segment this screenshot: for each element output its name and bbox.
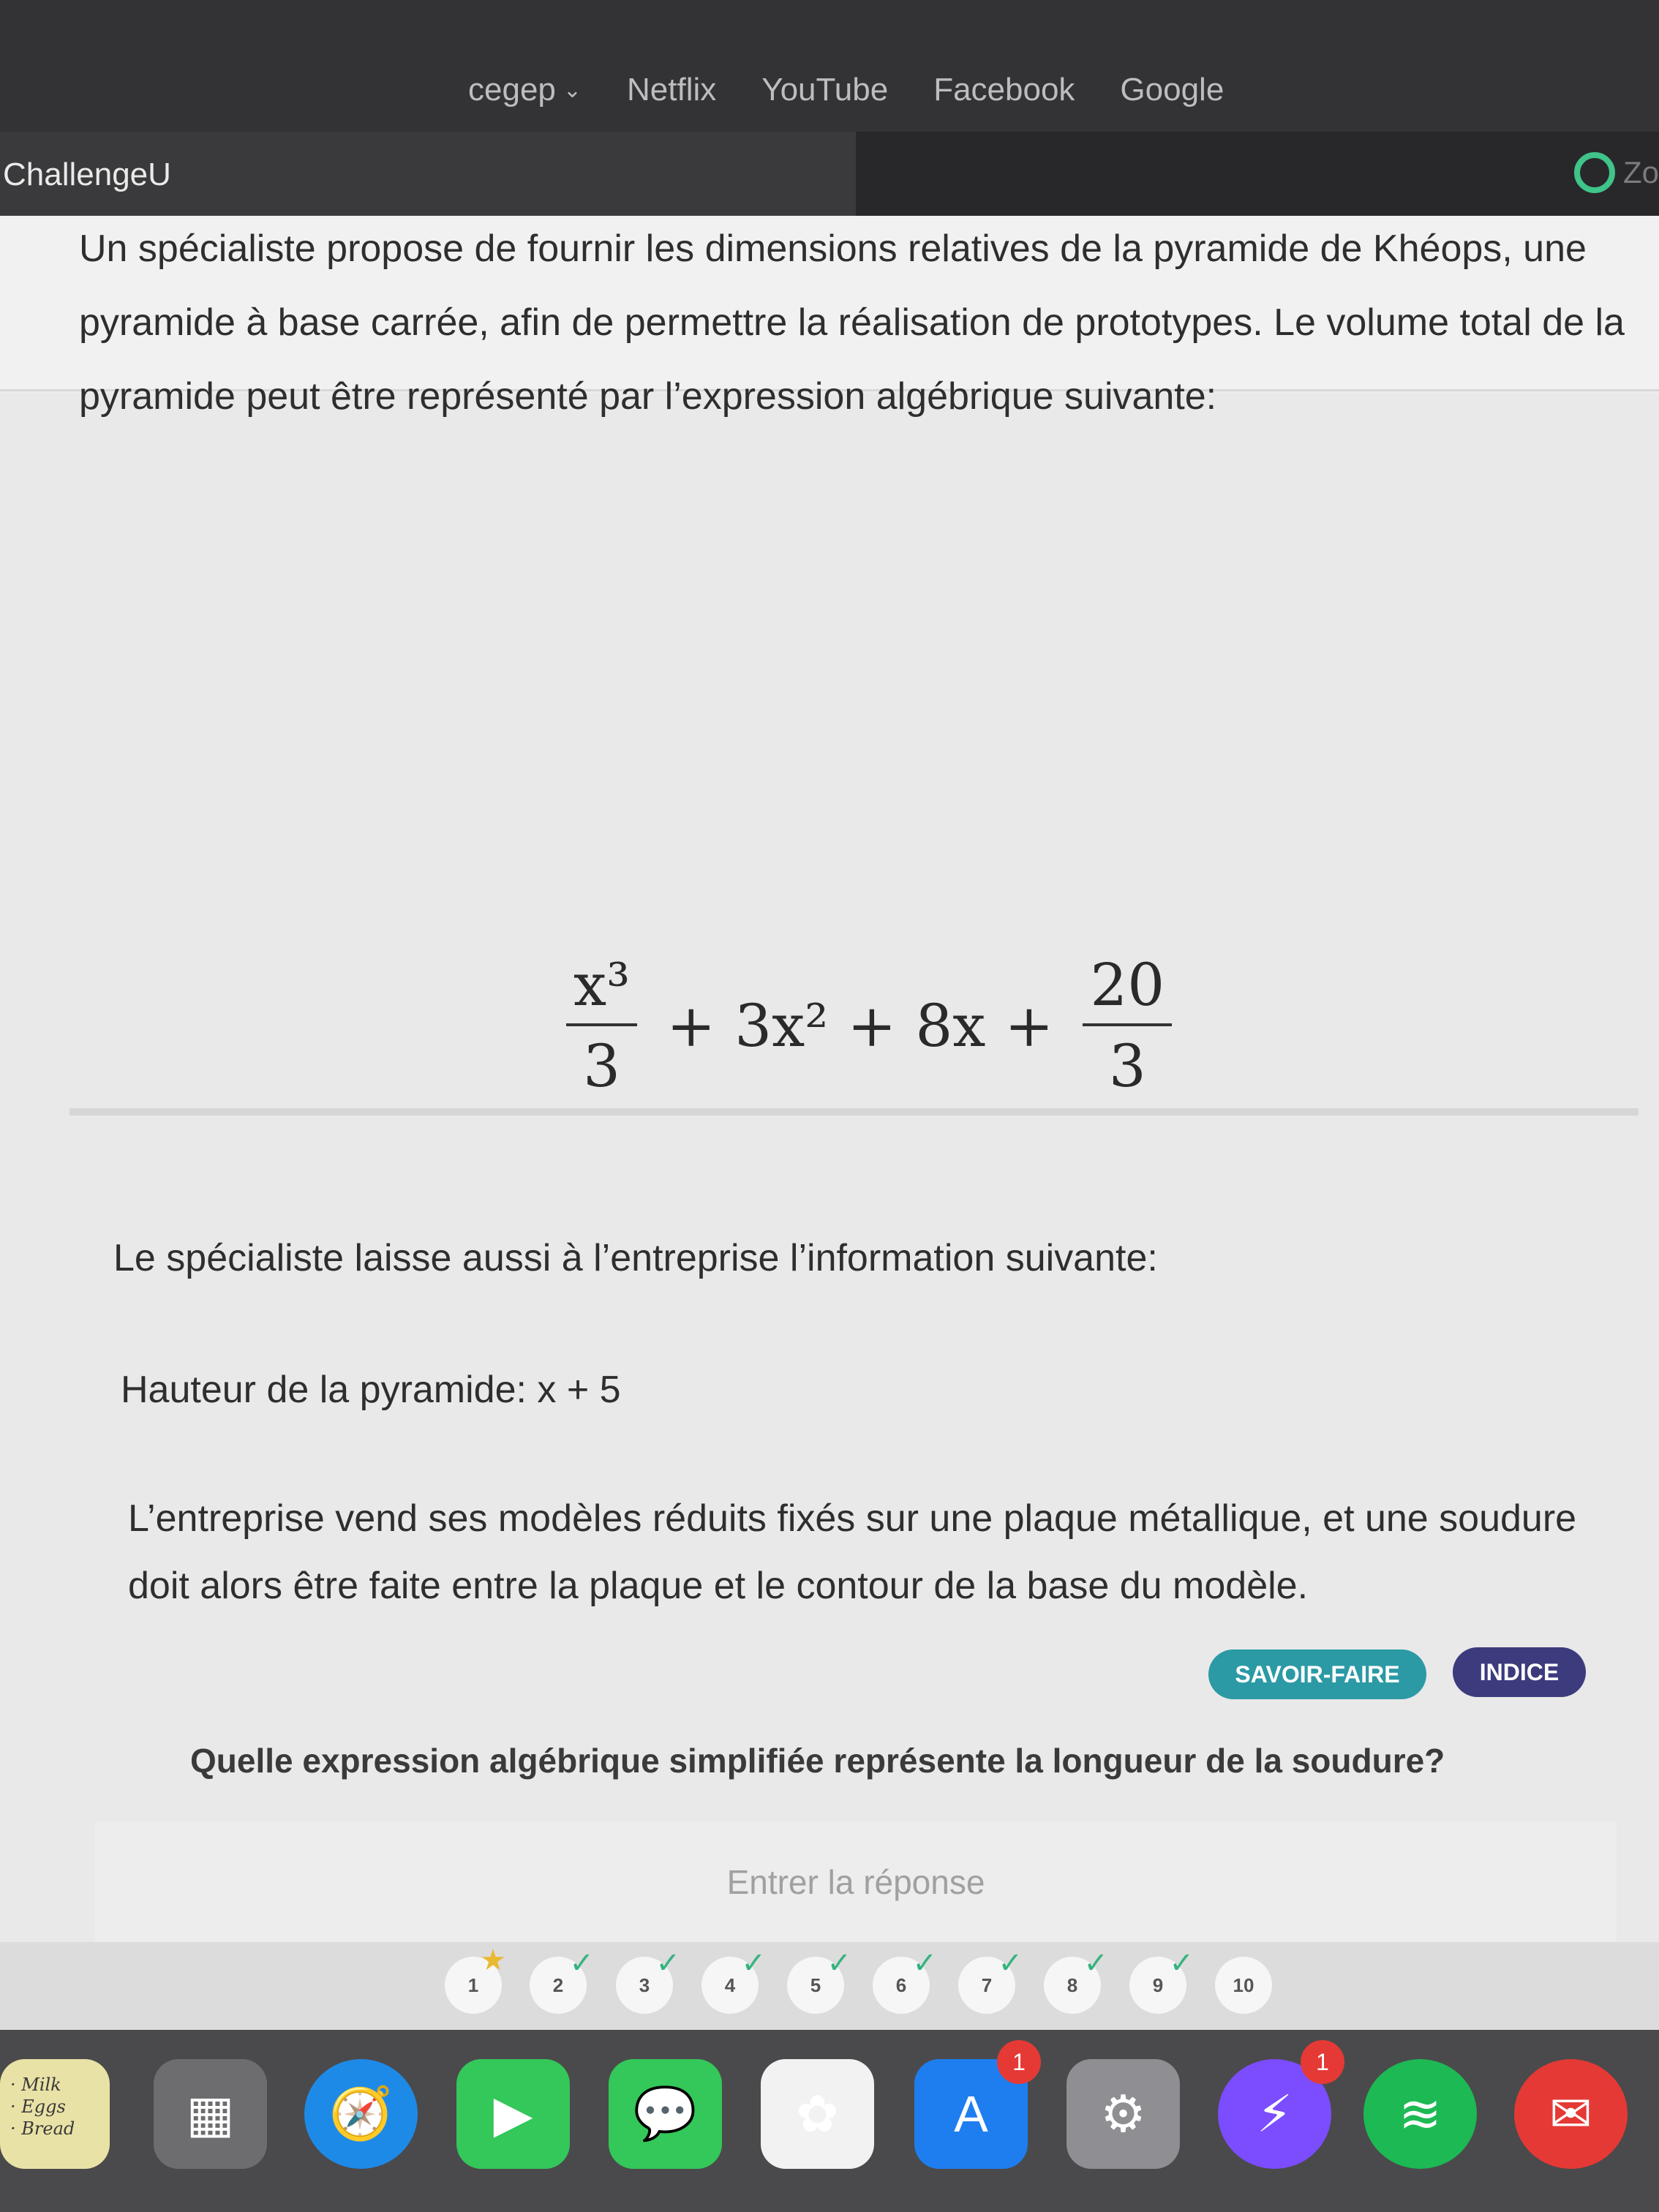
spotify-icon[interactable]: ≋ (1363, 2059, 1477, 2169)
bookmark-label: cegep (468, 72, 556, 108)
progress-step[interactable] (1215, 1957, 1272, 2014)
tab-search-text[interactable]: Zo (1622, 155, 1659, 189)
bookmark-facebook[interactable] (933, 72, 1075, 108)
photos-icon[interactable]: ✿ (761, 2059, 874, 2169)
step-number: 2 (552, 1974, 564, 1996)
note-line: · Milk (10, 2074, 61, 2095)
messages-icon[interactable]: 💬 (609, 2059, 722, 2169)
problem-card (0, 394, 1659, 1942)
tab-title: ChallengeU (3, 157, 171, 192)
step-number: 7 (981, 1974, 993, 1996)
hint-button[interactable]: INDICE (1453, 1647, 1586, 1697)
context-text: L’entreprise vend ses modèles réduits fixés sur une plaque métallique, et une soudure doit alors être faite entre la plaque et le contour de la base du modèle. (128, 1497, 1577, 1607)
fraction-numerator: x³ (566, 951, 637, 1026)
progress-step[interactable] (1129, 1947, 1194, 2014)
progress-step[interactable] (616, 1947, 680, 2014)
system-preferences-icon[interactable]: ⚙ (1066, 2059, 1180, 2169)
search-icon[interactable] (1574, 152, 1615, 193)
bookmark-netflix[interactable] (627, 72, 716, 108)
notification-badge: 1 (1301, 2040, 1344, 2084)
bookmark-label: YouTube (761, 72, 889, 108)
safari-icon[interactable]: 🧭 (304, 2059, 418, 2169)
check-icon: ✓ (1169, 1947, 1194, 1979)
bookmark-label: Netflix (627, 72, 717, 108)
check-icon: ✓ (569, 1947, 594, 1979)
app-store-icon[interactable]: A 1 (914, 2059, 1028, 2169)
progress-step[interactable] (1044, 1947, 1108, 2014)
step-number: 6 (895, 1974, 907, 1996)
bookmarks-list (468, 72, 1224, 108)
pyramid-height: Hauteur de la pyramide: x + 5 (121, 1369, 621, 1411)
note-line: · Bread (10, 2118, 75, 2139)
tab-challengeu[interactable] (0, 132, 856, 216)
step-number: 10 (1233, 1974, 1254, 1996)
problem-intro: Un spécialiste propose de fournir les dimensions relatives de la pyramide de Khéops, une pyramide à base carrée, afin de permettre la réalisation de prototypes. Le volume total de la pyramide peut être représenté par l’expression algébrique suivante: (79, 227, 1625, 418)
bookmark-label: Google (1120, 72, 1224, 108)
plus-sign: + (847, 991, 897, 1060)
fraction-denominator: 3 (583, 1032, 621, 1100)
plus-sign: + (1004, 991, 1054, 1060)
step-number: 5 (810, 1974, 821, 1996)
step-number: 1 (467, 1974, 479, 1996)
star-icon: ★ (480, 1944, 506, 1976)
progress-step[interactable] (701, 1947, 766, 2014)
step-number: 3 (639, 1974, 650, 1996)
stickies-note[interactable] (0, 2059, 110, 2169)
step-number: 8 (1066, 1974, 1078, 1996)
mail-icon[interactable]: ✉ (1514, 2059, 1628, 2169)
check-icon: ✓ (1083, 1947, 1108, 1979)
bookmark-label: Facebook (933, 72, 1075, 108)
term-3x-squared: 3x² (734, 991, 829, 1060)
check-icon: ✓ (741, 1947, 766, 1979)
check-icon: ✓ (655, 1947, 680, 1979)
progress-step[interactable] (787, 1947, 851, 2014)
note-line: · Eggs (10, 2096, 66, 2117)
progress-step[interactable] (873, 1947, 937, 2014)
savoir-faire-button[interactable]: SAVOIR-FAIRE (1208, 1649, 1426, 1699)
fraction-x-cubed-over-3 (566, 951, 637, 1100)
progress-step[interactable] (445, 1944, 506, 2014)
step-number: 4 (724, 1974, 736, 1996)
step-number: 9 (1152, 1974, 1164, 1996)
bookmarks-bar (0, 0, 1659, 132)
fraction-20-over-3 (1083, 951, 1172, 1100)
messenger-icon[interactable]: ⚡ 1 (1218, 2059, 1331, 2169)
bookmark-youtube[interactable] (761, 72, 888, 108)
fraction-denominator: 3 (1108, 1032, 1146, 1100)
progress-step[interactable] (958, 1947, 1023, 2014)
progress-step[interactable] (530, 1947, 594, 2014)
notification-badge: 1 (997, 2040, 1041, 2084)
info-intro: Le spécialiste laisse aussi à l’entreprise l’information suivante: (113, 1237, 1158, 1279)
fraction-numerator: 20 (1083, 951, 1172, 1026)
answer-input[interactable] (95, 1821, 1617, 1942)
plus-sign: + (666, 991, 716, 1060)
check-icon: ✓ (827, 1947, 851, 1979)
check-icon: ✓ (998, 1947, 1023, 1979)
divider (69, 1108, 1639, 1116)
launchpad-icon[interactable]: ▦ (154, 2059, 267, 2169)
term-8x: 8x (915, 991, 986, 1060)
tab-bar (0, 132, 1659, 216)
bookmark-cegep[interactable] (468, 72, 582, 108)
facetime-icon[interactable]: ▶ (456, 2059, 570, 2169)
bookmark-google[interactable] (1120, 72, 1224, 108)
check-icon: ✓ (912, 1947, 937, 1979)
chevron-down-icon: ⌄ (563, 78, 582, 102)
volume-formula (556, 951, 1182, 1100)
question-text: Quelle expression algébrique simplifiée représente la longueur de la soudure? (190, 1742, 1445, 1780)
